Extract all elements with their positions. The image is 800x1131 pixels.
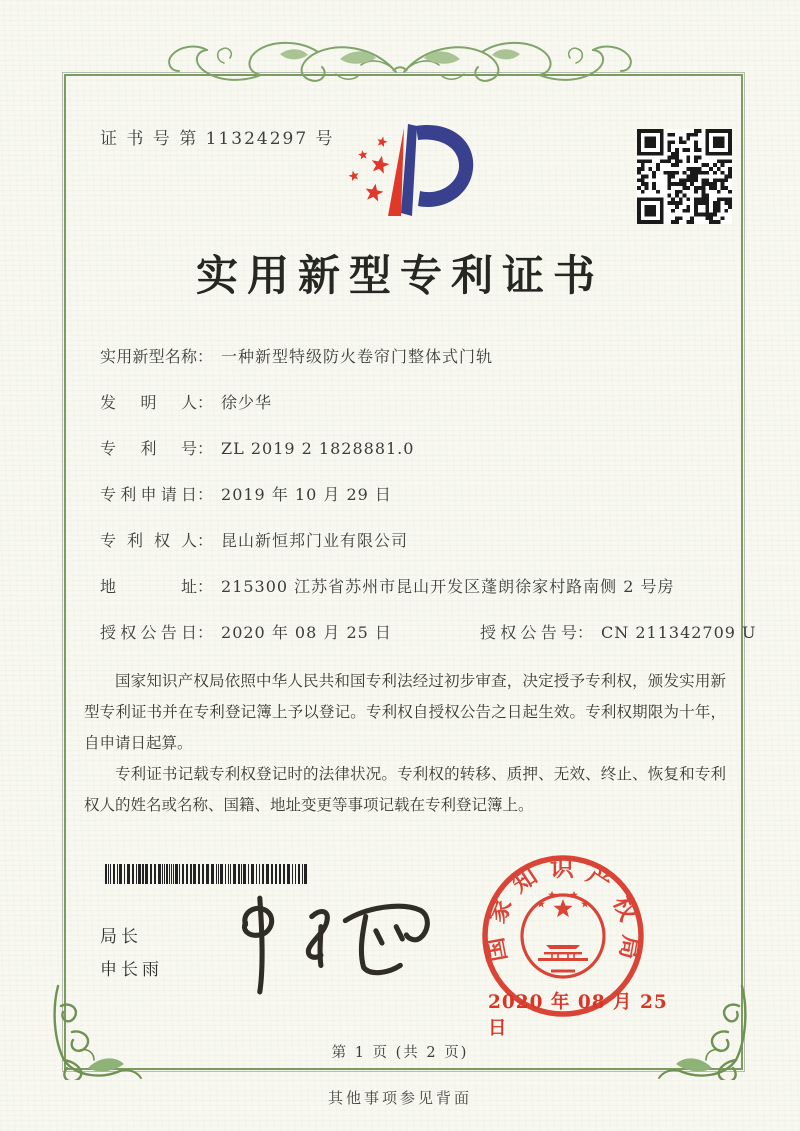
certificate-title: 实用新型专利证书 [195, 251, 604, 300]
field-row-patentee [100, 528, 720, 552]
field-value: 一种新型特级防火卷帘门整体式门轨 [221, 347, 494, 366]
field-label: 地址 [100, 577, 197, 596]
field-colon: ： [197, 347, 214, 366]
seal-date: 2020 年 08 月 25 日 [488, 992, 668, 1039]
page-number: 第 1 页 (共 2 页) [331, 1045, 469, 1061]
field-label: 实用新型名称 [100, 347, 197, 366]
signer-block [100, 921, 163, 987]
field-row-grant [100, 620, 757, 644]
top-scroll-ornament [100, 30, 700, 85]
field-row-utility-model-name [100, 344, 720, 368]
director-signature [212, 886, 442, 998]
legal-paragraph-1: 国家知识产权局依照中华人民共和国专利法经过初步审查，决定授予专利权，颁发实用新型专利证书并在专利登记簿上予以登记。专利权自授权公告之日起生效。专利权期限为十年，自申请日起算。 [84, 672, 726, 752]
field-colon: ： [197, 577, 214, 596]
legal-text [84, 666, 726, 821]
bottom-left-flourish-ornament [46, 980, 146, 1080]
field-colon: ： [197, 623, 214, 642]
field-row-address [100, 574, 720, 598]
field-colon: ： [197, 485, 214, 504]
field-row-grant-number [480, 620, 757, 643]
field-label: 专利权人 [100, 531, 197, 550]
signer-name: 申长雨 [100, 960, 163, 980]
field-label: 专利申请日 [100, 485, 197, 504]
seal-text: 国家知识产权局 [479, 853, 647, 965]
field-colon: ： [577, 623, 594, 642]
field-value: 昆山新恒邦门业有限公司 [221, 531, 409, 550]
signer-title: 局长 [100, 927, 142, 947]
field-row-inventor [100, 390, 720, 414]
field-row-patent-number [100, 436, 720, 460]
field-colon: ： [197, 439, 214, 458]
field-label: 专利号 [100, 439, 197, 458]
field-row-filing-date [100, 482, 720, 506]
cnipa-logo-icon [330, 112, 490, 242]
field-value: CN 211342709 U [601, 623, 757, 642]
certificate-number: 证 书 号 第 11324297 号 [100, 129, 335, 149]
qr-code [637, 129, 732, 224]
back-side-note: 其他事项参见背面 [327, 1089, 472, 1107]
field-value: 2019 年 10 月 29 日 [221, 485, 392, 504]
bottom-right-flourish-ornament [654, 980, 754, 1080]
field-value: 2020 年 08 月 25 日 [221, 623, 392, 642]
field-colon: ： [197, 393, 214, 412]
field-value: 徐少华 [221, 393, 273, 412]
field-label: 授权公告日 [100, 623, 197, 642]
certificate-fields [100, 344, 757, 666]
field-colon: ： [197, 531, 214, 550]
field-label: 发明人 [100, 393, 197, 412]
field-value: ZL 2019 2 1828881.0 [221, 439, 415, 458]
field-label: 授权公告号 [480, 623, 577, 642]
barcode [105, 864, 310, 884]
legal-paragraph-2: 专利证书记载专利权登记时的法律状况。专利权的转移、质押、无效、终止、恢复和专利权人的姓名或名称、国籍、地址变更等事项记载在专利登记簿上。 [84, 765, 726, 814]
field-value: 215300 江苏省苏州市昆山开发区蓬朗徐家村路南侧 2 号房 [221, 577, 675, 596]
